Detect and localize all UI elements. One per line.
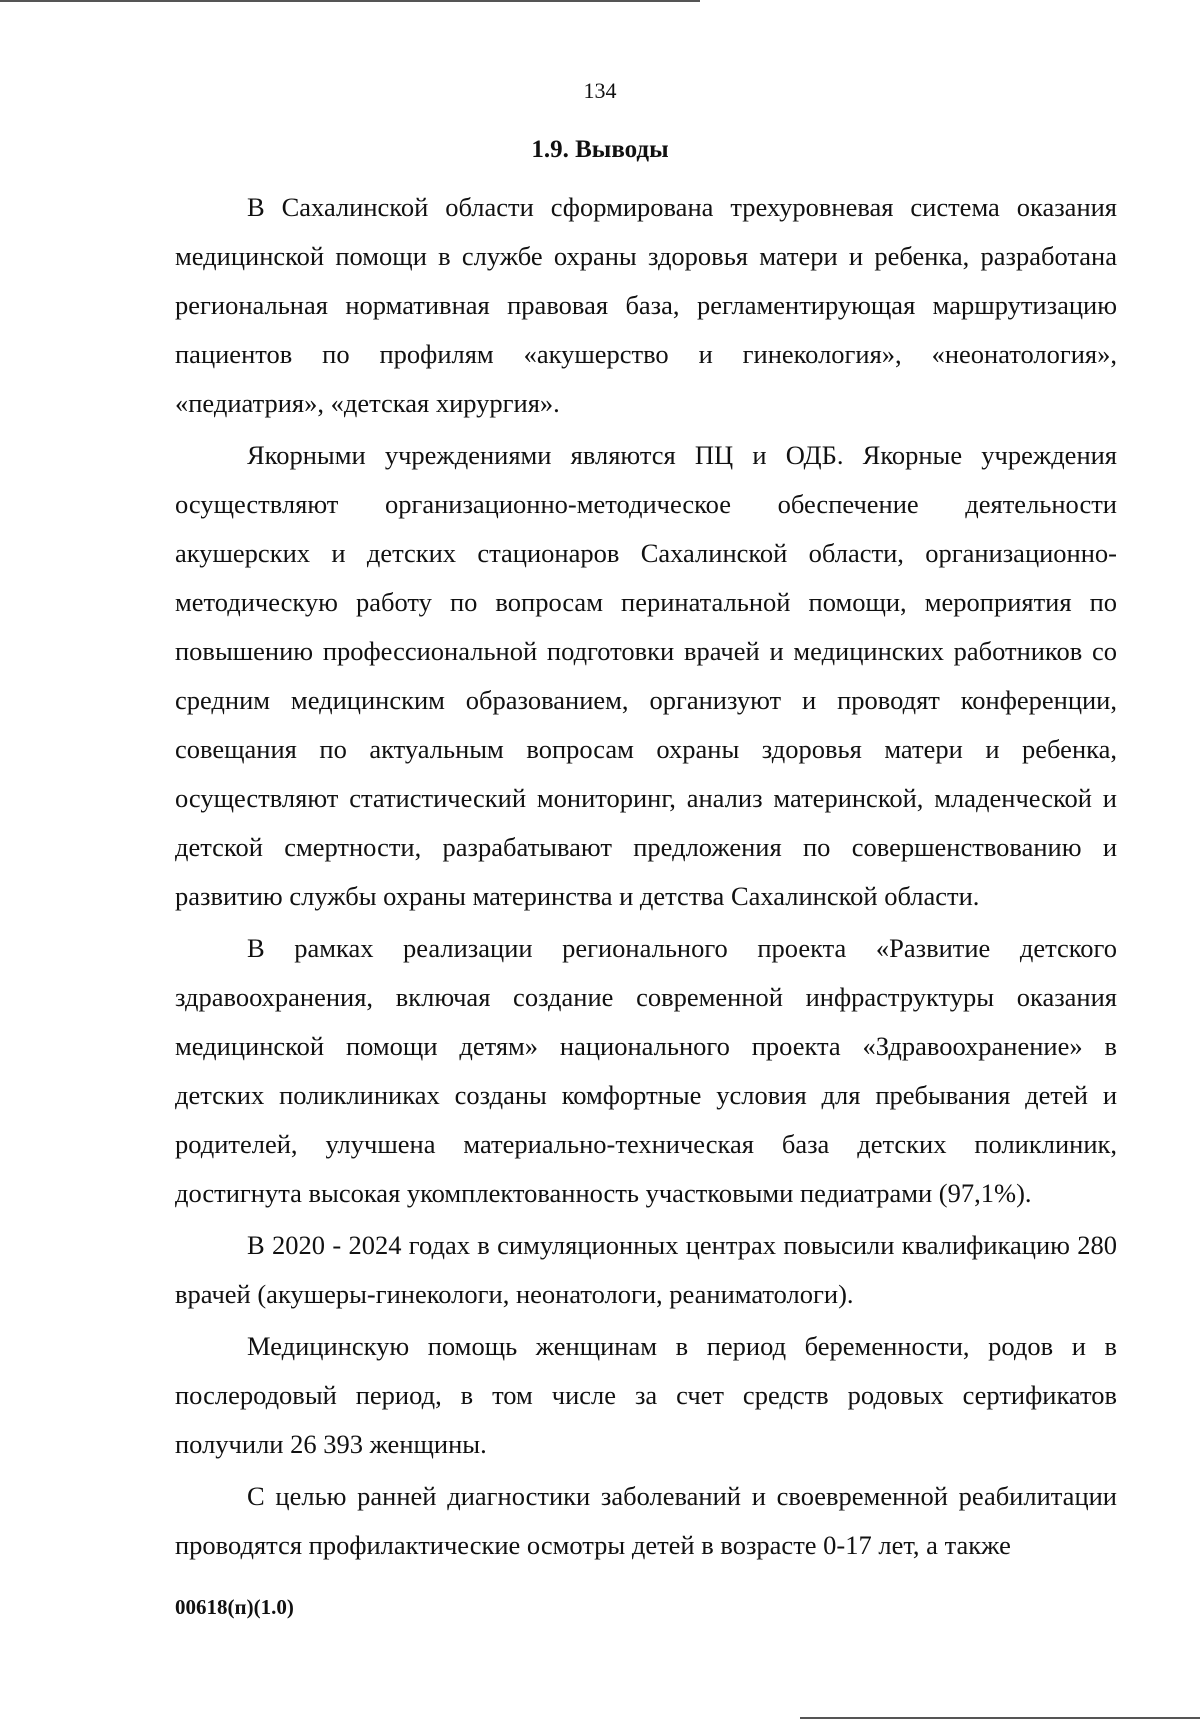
paragraph: В 2020 - 2024 годах в симуляционных центрах повысили квалификацию 280 врачей (акушеры-гинекологи, неонатологи, реаниматологи). [175, 1230, 1117, 1309]
paragraph: В Сахалинской области сформирована трехуровневая система оказания медицинской помощи в службе охраны здоровья матери и ребенка, разработана региональная нормативная правовая база, регламентирующая маршрутизацию пациентов по профилям «акушерство и гинекология», «неонатология», «педиатрия», «детская хирургия». [175, 192, 1117, 418]
document-code: 00618(п)(1.0) [175, 1595, 294, 1619]
section-title: 1.9. Выводы [531, 136, 669, 163]
scan-edge-top [0, 0, 700, 2]
paragraph: С целью ранней диагностики заболеваний и своевременной реабилитации проводятся профилактические осмотры детей в возрасте 0-17 лет, а также [175, 1481, 1117, 1560]
paragraph: Якорными учреждениями являются ПЦ и ОДБ. Якорные учреждения осуществляют организационно-методическое обеспечение деятельности акушерских и детских стационаров Сахалинской области, организационно-методическую работу по вопросам перинатальной помощи, мероприятия по повышению профессиональной подготовки врачей и медицинских работников со средним медицинским образованием, организуют и проводят конференции, совещания по актуальным вопросам охраны здоровья матери и ребенка, осуществляют статистический мониторинг, анализ материнской, младенческой и детской смертности, разрабатывают предложения по совершенствованию и развитию службы охраны материнства и детства Сахалинской области. [175, 440, 1117, 911]
paragraph: Медицинскую помощь женщинам в период беременности, родов и в послеродовый период, в том числе за счет средств родовых сертификатов получили 26 393 женщины. [175, 1331, 1117, 1459]
paragraph: В рамках реализации регионального проекта «Развитие детского здравоохранения, включая создание современной инфраструктуры оказания медицинской помощи детям» национального проекта «Здравоохранение» в детских поликлиниках созданы комфортные условия для пребывания детей и родителей, улучшена материально-техническая база детских поликлиник, достигнута высокая укомплектованность участковыми педиатрами (97,1%). [175, 933, 1117, 1208]
body-text [175, 183, 1117, 1573]
page-number: 134 [583, 78, 617, 103]
